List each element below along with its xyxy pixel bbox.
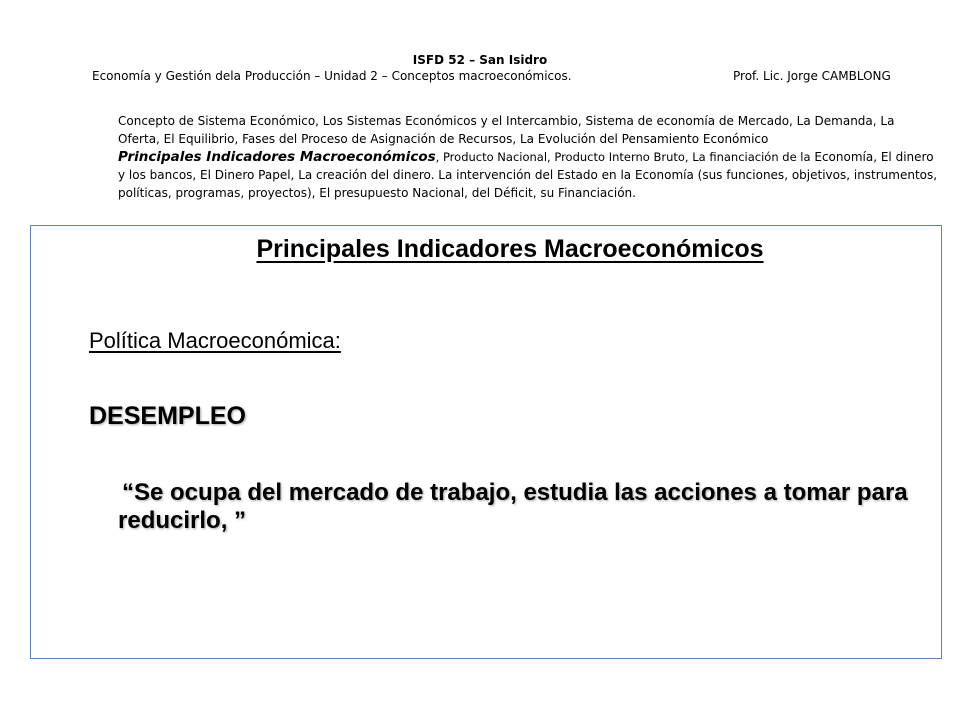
- institution-header: ISFD 52 – San Isidro: [412, 53, 548, 67]
- syllabus-paragraph: [118, 112, 938, 202]
- slide-content-box: [30, 225, 942, 659]
- topic-heading: DESEMPLEO: [89, 402, 246, 430]
- syllabus-highlight: Principales Indicadores Macroeconómicos: [118, 149, 436, 165]
- professor-name: Prof. Lic. Jorge CAMBLONG: [733, 69, 891, 83]
- policy-label: Política Macroeconómica:: [89, 328, 341, 353]
- slide-title: Principales Indicadores Macroeconómicos: [256, 235, 764, 263]
- syllabus-rest: Economía, El dinero y los bancos, El Dinero Papel, La creación del dinero. La intervención del Estado en la Economía (sus funciones, objetivos, instrumentos, políticas, programas, proyectos), El presupuesto Nacional, del Déficit, su Financiación.: [118, 150, 938, 200]
- topic-definition: “Se ocupa del mercado de trabajo, estudia las acciones a tomar para reducirlo, ”: [118, 479, 908, 534]
- syllabus-after-highlight: , Producto Nacional, Producto Interno Bruto, La financiación de la: [435, 150, 811, 164]
- course-header: Economía y Gestión dela Producción – Unidad 2 – Conceptos macroeconómicos.: [92, 69, 572, 83]
- syllabus-intro: Concepto de Sistema Económico, Los Sistemas Económicos y el Intercambio, Sistema de economía de Mercado, La Demanda, La Oferta, El Equilibrio, Fases del Proceso de Asignación de Recursos, La Evolución del Pensamiento Económico: [118, 114, 895, 146]
